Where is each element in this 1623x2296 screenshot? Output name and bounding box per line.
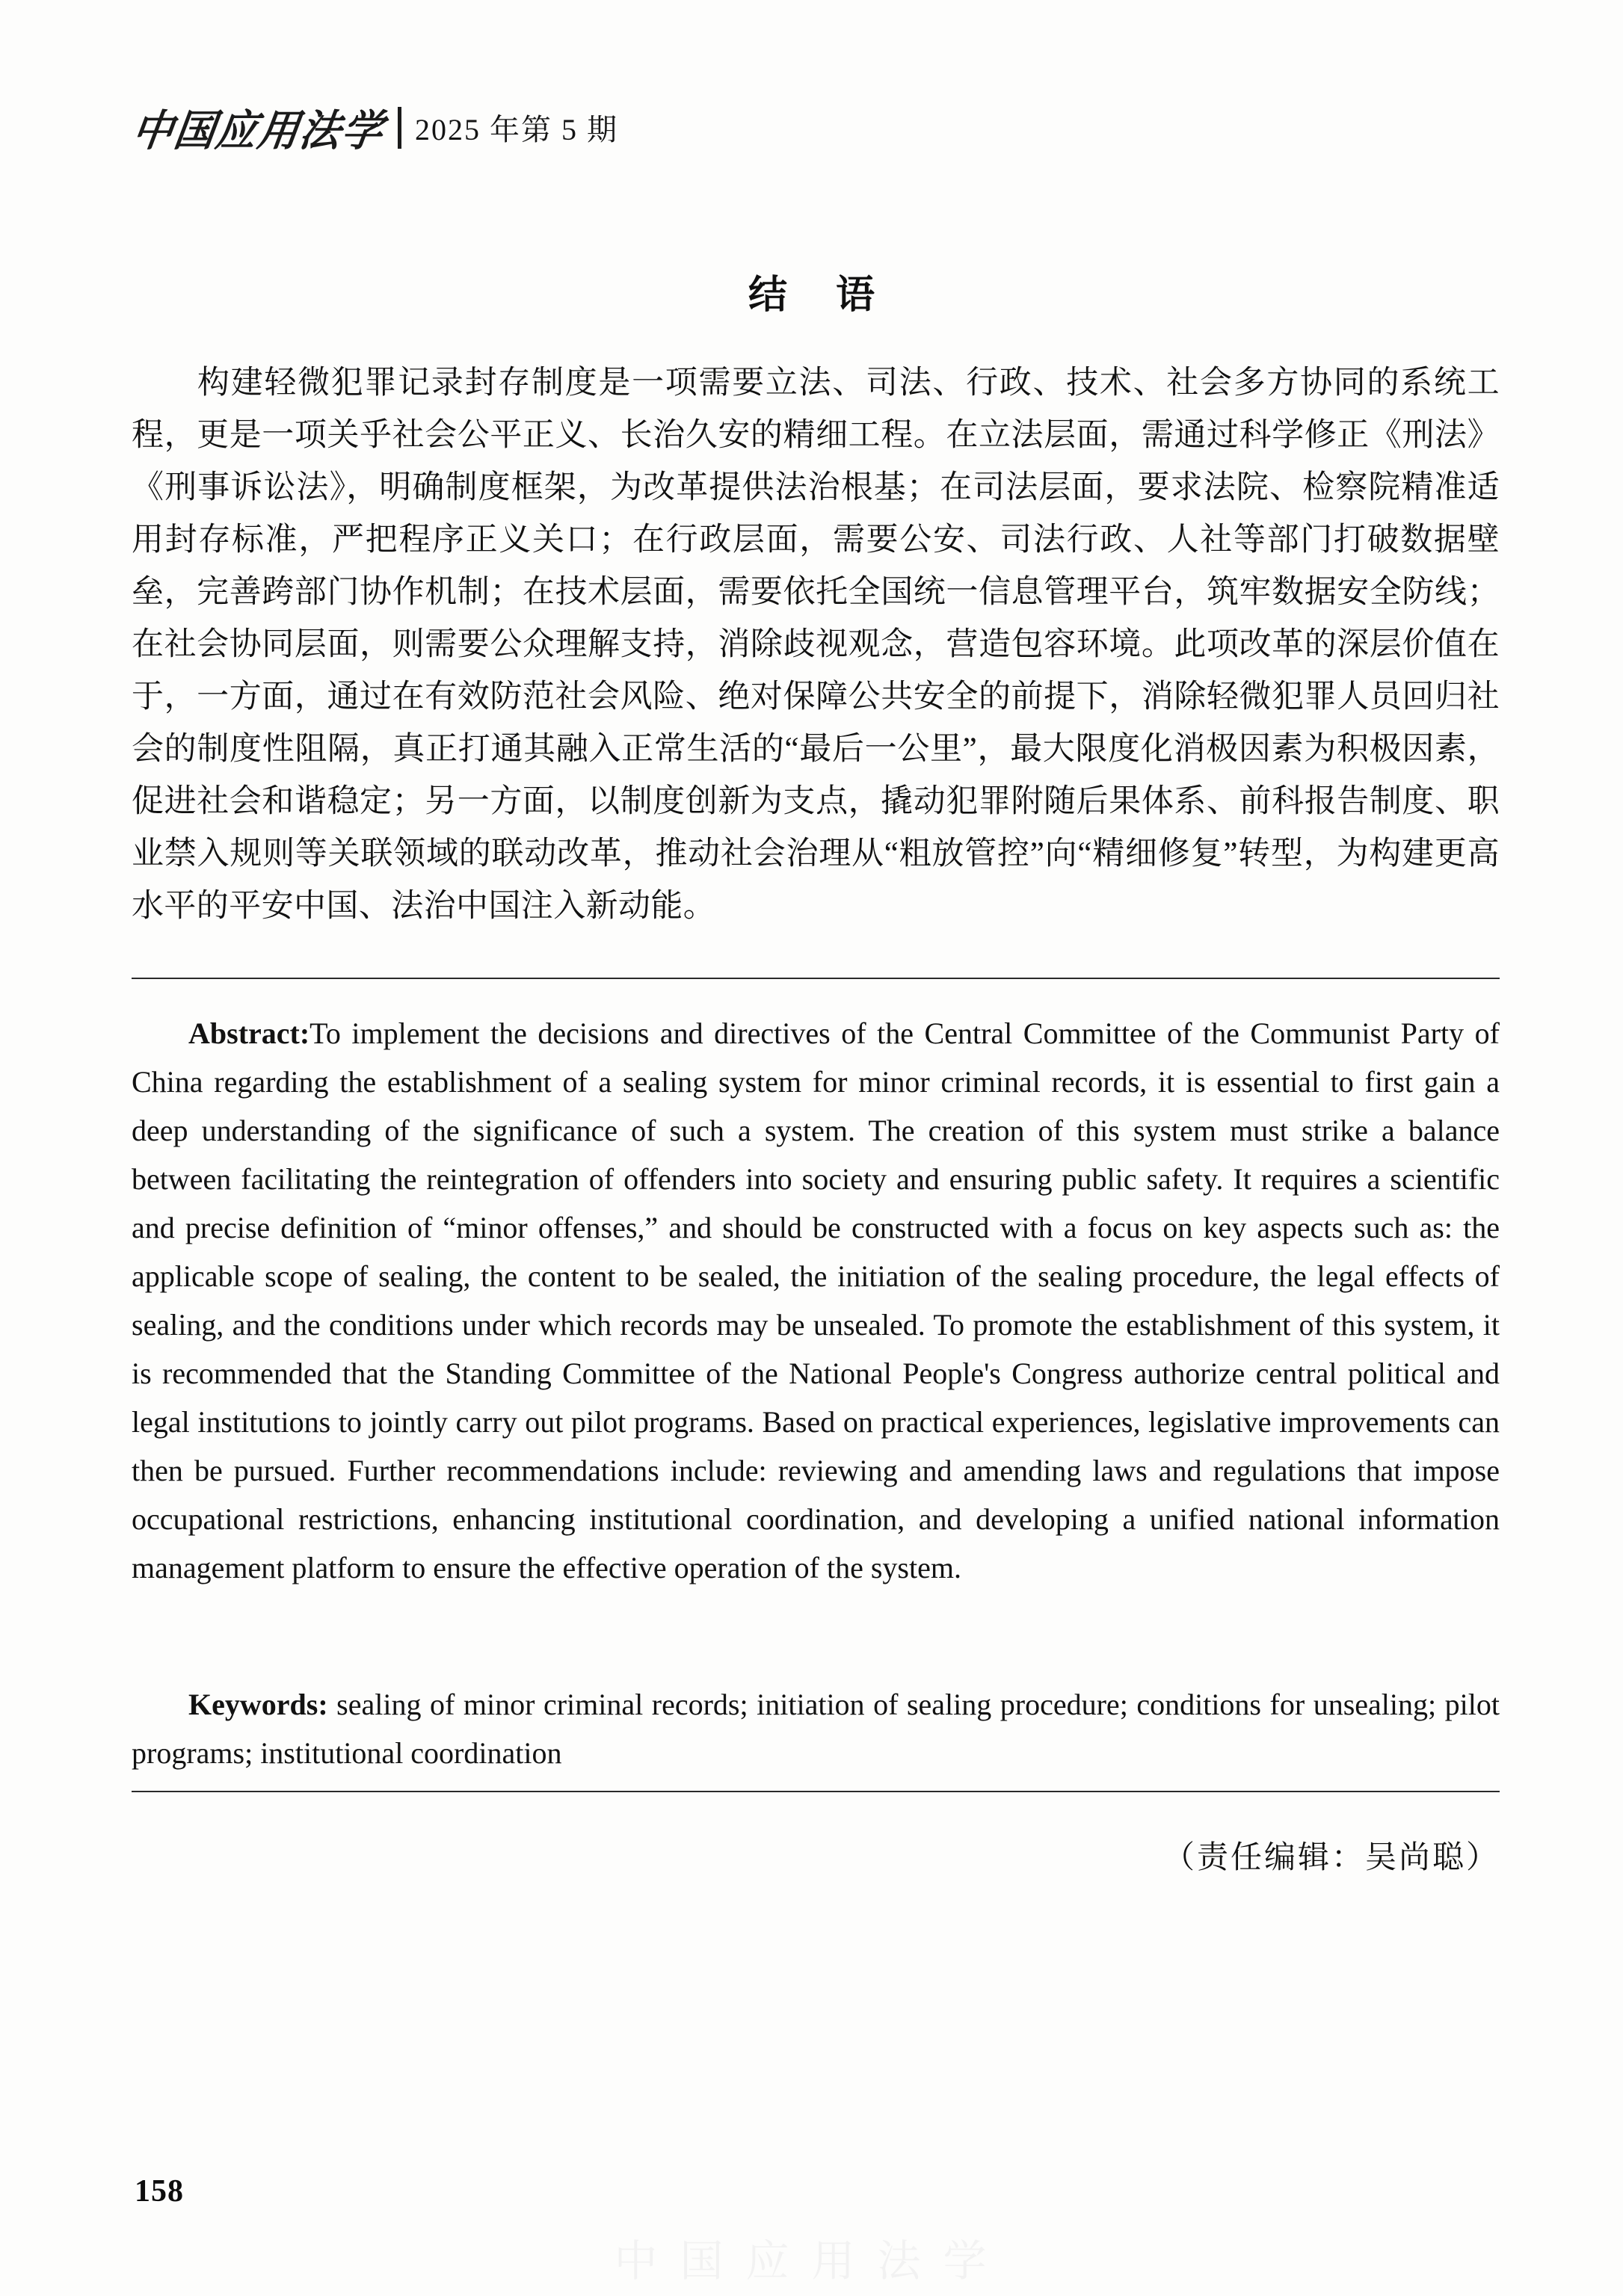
editor-credit: （责任编辑：吴尚聪） — [1162, 1841, 1500, 1875]
keywords-block — [132, 1680, 1500, 1777]
conclusion-paragraph: 构建轻微犯罪记录封存制度是一项需要立法、司法、行政、技术、社会多方协同的系统工程，更是一项关乎社会公平正义、长治久安的精细工程。在立法层面，需通过科学修正《刑法》《刑事诉讼法》，明确制度框架，为改革提供法治根基；在司法层面，要求法院、检察院精准适用封存标准，严把程序正义关口；在行政层面，需要公安、司法行政、人社等部门打破数据壁垒，完善跨部门协作机制；在技术层面，需要依托全国统一信息管理平台，筑牢数据安全防线；在社会协同层面，则需要公众理解支持，消除歧视观念，营造包容环境。此项改革的深层价值在于，一方面，通过在有效防范社会风险、绝对保障公共安全的前提下，消除轻微犯罪人员回归社会的制度性阻隔，真正打通其融入正常生活的“最后一公里”，最大限度化消极因素为积极因素，促进社会和谐稳定；另一方面，以制度创新为支点，撬动犯罪附随后果体系、前科报告制度、职业禁入规则等关联领域的联动改革，推动社会治理从“粗放管控”向“精细修复”转型，为构建更高水平的平安中国、法治中国注入新动能。 — [132, 365, 1500, 924]
keywords-text: sealing of minor criminal records; initiation of sealing procedure; conditions for unsealing; pilot programs; institutional coordination — [132, 1688, 1500, 1770]
separator-rule-top — [132, 978, 1500, 979]
abstract-text: To implement the decisions and directives of the Central Committee of the Communist Party of China regarding the establishment of a sealing system for minor criminal records, it is essential to first gain a deep understanding of the significance of such a system. The creation of this system must strike a balance between facilitating the reintegration of offenders into society and ensuring public safety. It requires a scientific and precise definition of “minor offenses,” and should be constructed with a focus on key aspects such as: the applicable scope of sealing, the content to be sealed, the initiation of the sealing procedure, the legal effects of sealing, and the conditions under which records may be unsealed. To promote the establishment of this system, it is recommended that the Standing Committee of the National People's Congress authorize central political and legal institutions to jointly carry out pilot programs. Based on practical experiences, legislative improvements can then be pursued. Further recommendations include: reviewing and amending laws and regulations that impose occupational restrictions, enhancing institutional coordination, and developing a unified national information management platform to ensure the effective operation of the system. — [132, 1016, 1500, 1584]
issue-label: 2025 年第 5 期 — [415, 113, 618, 146]
separator-rule-bottom — [132, 1791, 1500, 1792]
keywords-label: Keywords: — [188, 1688, 328, 1721]
page-number: 158 — [135, 2174, 184, 2209]
abstract-label: Abstract: — [188, 1016, 310, 1050]
abstract-block — [132, 1009, 1500, 1592]
running-header — [129, 99, 618, 156]
section-title: 结 语 — [748, 274, 894, 317]
scan-watermark: 中国应用法学 — [614, 2237, 1009, 2286]
journal-logo: 中国应用法学 — [129, 105, 388, 156]
